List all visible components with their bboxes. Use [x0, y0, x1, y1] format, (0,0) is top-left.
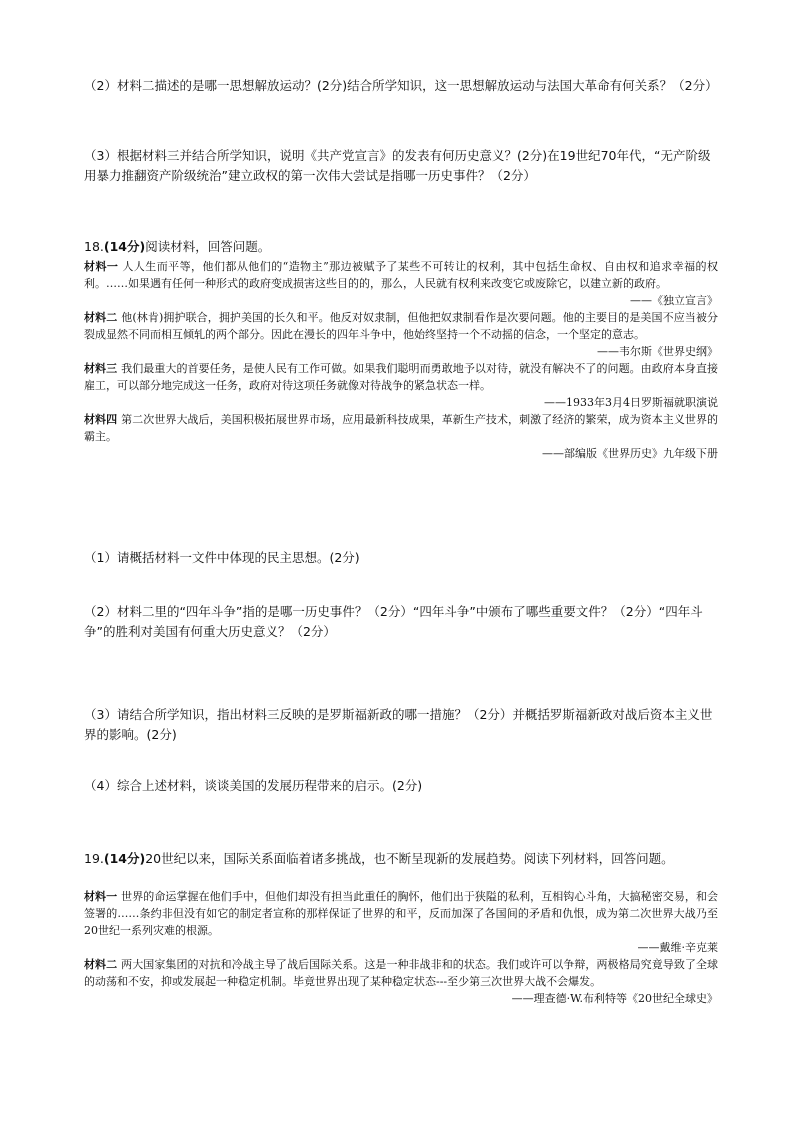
material-label: 材料一	[84, 260, 119, 273]
question-18-part-4: （4）综合上述材料，谈谈美国的发展历程带来的启示。(2分)	[84, 778, 423, 793]
question-18-materials	[84, 258, 718, 462]
material-paragraph	[84, 258, 718, 292]
material-source: ——部编版《世界历史》九年级下册	[542, 447, 718, 460]
question-19-heading	[84, 850, 718, 868]
material-paragraph	[84, 411, 718, 445]
material-text: 他(林肯)拥护联合，拥护美国的长久和平。他反对奴隶制，但他把奴隶制看作是次要问题。他的主要目的是美国不应当被分裂成显然不同而相互倾轧的两个部分。因此在漫长的四年斗争中，他始终坚持一个不动摇的信念，一个坚定的意志。	[84, 311, 718, 341]
material-label: 材料二	[84, 311, 118, 324]
material-label: 材料二	[84, 958, 118, 971]
question-18-heading	[84, 238, 718, 256]
question-score: (14分)	[103, 239, 146, 254]
material-source: ——理查德·W.布利特等《20世纪全球史》	[511, 992, 718, 1005]
material-source: ——戴维·辛克莱	[637, 941, 718, 954]
material-text: 世界的命运掌握在他们手中，但他们却没有担当此重任的胸怀，他们出于狭隘的私利，互相钩心斗角，大搞秘密交易，和会签署的……条约非但没有如它的制定者宣称的那样保证了世界的和平，反而加深了各国间的矛盾和仇恨，成为第二次世界大战乃至20世纪一系列灾难的根源。	[84, 890, 719, 937]
material-source: ——韦尔斯《世界史纲》	[597, 345, 718, 358]
question-17-part-3: （3）根据材料三并结合所学知识，说明《共产党宣言》的发表有何历史意义？(2分)在19世纪70年代，“无产阶级用暴力推翻资产阶级统治”建立政权的第一次伟大尝试是指哪一历史事件？（2分）	[84, 148, 711, 183]
material-paragraph	[84, 309, 718, 343]
material-text: 人人生而平等，他们都从他们的“造物主”那边被赋予了某些不可转让的权利，其中包括生命权、自由权和追求幸福的权利。……如果遇有任何一种形式的政府变成损害这些目的的，那么，人民就有权利来改变它或废除它，以建立新的政府。	[84, 260, 719, 290]
question-intro: 阅读材料，回答问题。	[145, 239, 271, 254]
question-18-part-1: （1）请概括材料一文件中体现的民主思想。(2分)	[84, 550, 360, 565]
material-paragraph	[84, 360, 718, 394]
question-number: 18.	[84, 239, 104, 254]
material-paragraph	[84, 956, 718, 990]
question-number: 19.	[84, 851, 104, 866]
material-text: 两大国家集团的对抗和冷战主导了战后国际关系。这是一种非战非和的状态。我们或许可以争辩，两极格局究竟导致了全球的动荡和不安，抑或发展起一种稳定机制。毕竟世界出现了某种稳定状态---至少第三次世界大战不会爆发。	[84, 958, 719, 988]
material-source: ——1933年3月4日罗斯福就职演说	[544, 396, 718, 409]
material-paragraph	[84, 888, 718, 939]
material-label: 材料四	[84, 413, 118, 426]
question-19-materials	[84, 888, 718, 1007]
material-text: 第二次世界大战后，美国积极拓展世界市场，应用最新科技成果，革新生产技术，刺激了经济的繁荣，成为资本主义世界的霸主。	[84, 413, 719, 443]
question-intro: 20世纪以来，国际关系面临着诸多挑战，也不断呈现新的发展趋势。阅读下列材料，回答问题。	[145, 851, 674, 866]
question-18-part-3: （3）请结合所学知识，指出材料三反映的是罗斯福新政的哪一措施？（2分）并概括罗斯福新政对战后资本主义世界的影响。(2分)	[84, 707, 713, 742]
material-label: 材料三	[84, 362, 118, 375]
material-text: 我们最重大的首要任务，是使人民有工作可做。如果我们聪明而勇敢地予以对待，就没有解决不了的问题。由政府本身直接雇工，可以部分地完成这一任务，政府对待这项任务就像对待战争的紧急状态一样。	[84, 362, 719, 392]
question-17-part-2: （2）材料二描述的是哪一思想解放运动？(2分)结合所学知识，这一思想解放运动与法国大革命有何关系？（2分）	[84, 78, 718, 93]
question-score: (14分)	[103, 851, 146, 866]
material-label: 材料一	[84, 890, 118, 903]
question-18-part-2: （2）材料二里的“四年斗争”指的是哪一历史事件？（2分）“四年斗争”中颁布了哪些重要文件？（2分）“四年斗争”的胜利对美国有何重大历史意义？（2分）	[84, 604, 703, 639]
material-source: ——《独立宣言》	[630, 294, 718, 307]
